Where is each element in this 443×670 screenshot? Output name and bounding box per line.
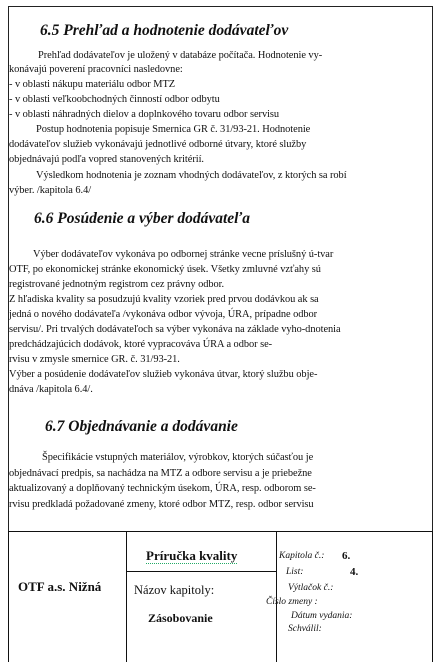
chapter-name-label: Názov kapitoly:	[134, 583, 215, 597]
sheet-label: List:	[286, 567, 304, 577]
manual-title: Príručka kvality	[146, 548, 238, 563]
footer-divider	[8, 531, 433, 532]
paragraph-line: výber. /kapitola 6.4/	[9, 185, 92, 196]
paragraph-line: Špecifikácie vstupných materiálov, výrobkov, ktorých súčasťou je	[42, 452, 314, 463]
manual-title-box	[126, 535, 276, 572]
section-heading-6-6: 6.6 Posúdenie a výber dodávateľa	[34, 210, 250, 227]
paragraph-line: Postup hodnotenia popisuje Smernica GR č. 31/93-21. Hodnotenie	[36, 124, 311, 135]
copy-number-label: Výtlačok č.:	[288, 583, 334, 593]
chapter-number-label: Kapitola č.:	[279, 551, 325, 561]
paragraph-line: aktualizovaný a doplňovaný technickým úsekom, ÚRA, resp. odborom se-	[9, 483, 316, 494]
issue-date-label: Dátum vydania:	[291, 611, 353, 621]
paragraph-line: dnáva /kapitola 6.4/.	[9, 384, 93, 395]
paragraph-line: Výber dodávateľov vykonáva po odbornej stránke vecne príslušný ú-tvar	[33, 249, 334, 260]
paragraph-line: Výber a posúdenie dodávateľov služieb vykonáva útvar, ktorý službu obje-	[9, 369, 318, 380]
paragraph-line: Z hľadiska kvality sa posudzujú kvality vzoriek pred prvou dodávkou ak sa	[9, 294, 319, 305]
list-item: - v oblasti nákupu materiálu odbor MTZ	[9, 79, 176, 90]
footer-border-right	[432, 531, 433, 662]
list-item: - v oblasti náhradných dielov a doplnkového tovaru odbor servisu	[9, 109, 280, 120]
paragraph-line: konávajú poverení pracovníci nasledovne:	[9, 64, 183, 75]
paragraph-line: servisu/. Pri trvalých dodávateľoch sa výber vykonáva na základe vyho-dnotenia	[9, 324, 341, 335]
organization-name: OTF a.s. Nižná	[18, 579, 102, 594]
paragraph-line: OTF, po ekonomickej stránke ekonomický úsek. Všetky zmluvné vzťahy sú	[9, 264, 321, 275]
section-heading-6-5: 6.5 Prehľad a hodnotenie dodávateľov	[40, 22, 289, 39]
chapter-name: Zásobovanie	[148, 611, 213, 625]
paragraph-line: objednávajú podľa vopred stanovených kritérií.	[9, 154, 204, 165]
footer-border-left	[8, 531, 9, 662]
change-number-label: Číslo zmeny :	[266, 597, 318, 607]
document-footer	[8, 531, 433, 662]
paragraph-line: predchádzajúcich dodávok, ktoré vypracováva ÚRA a odbor se-	[9, 339, 273, 350]
paragraph-line: rvisu predkladá požadované zmeny, ktoré odbor MTZ, resp. odbor servisu	[9, 499, 314, 510]
paragraph-line: Výsledkom hodnotenia je zoznam vhodných dodávateľov, z ktorých sa robí	[36, 170, 347, 181]
sheet-value: 4.	[350, 566, 359, 578]
paragraph-line: rvisu v zmysle smernice GR. č. 31/93-21.	[9, 354, 180, 365]
paragraph-line: jedná o nového dodávateľa /vykonáva odbor vývoja, ÚRA, prípadne odbor	[9, 309, 318, 320]
paragraph-line: dodávateľov služieb vykonávajú jednotlivé odborné útvary, ktoré služby	[9, 139, 307, 150]
paragraph-line: registrované jednotným registrom cez právny odbor.	[9, 279, 225, 290]
paragraph-line: objednávací predpis, sa nachádza na MTZ a odbore servisu a je priebežne	[9, 468, 312, 479]
list-item: - v oblasti veľkoobchodných činností odbor odbytu	[9, 94, 220, 105]
section-heading-6-7: 6.7 Objednávanie a dodávanie	[45, 418, 238, 435]
approved-by-label: Schválil:	[288, 624, 322, 634]
paragraph-line: Prehľad dodávateľov je uložený v databáze počítača. Hodnotenie vy-	[38, 50, 323, 61]
chapter-number-value: 6.	[342, 550, 351, 562]
